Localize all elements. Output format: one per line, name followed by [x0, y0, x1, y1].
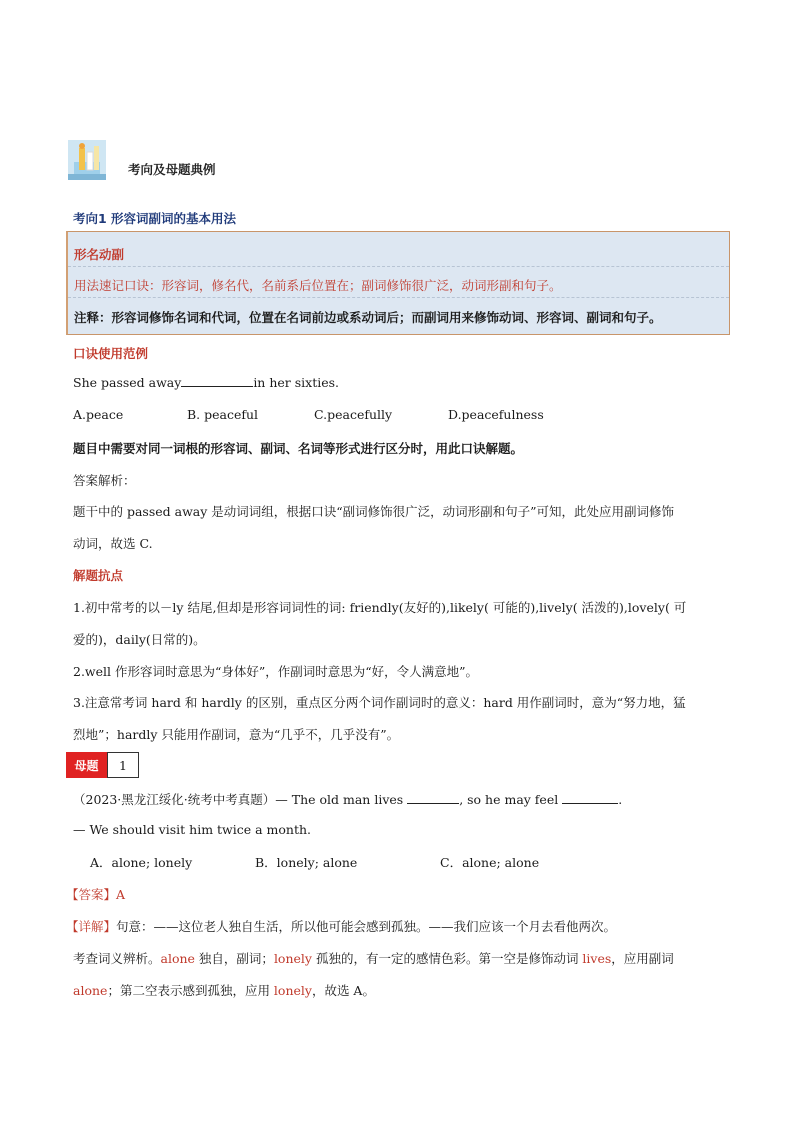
rhyme-label: 用法速记口诀：	[74, 278, 162, 293]
keyword-alone: alone	[160, 951, 195, 966]
pitfall-1-line-1: 1.初中常考的以－ly 结尾,但却是形容词词性的词: friendly(友好的),likely( 可能的),lively( 活泼的),lovely( 可	[73, 600, 687, 615]
mother-question	[73, 790, 622, 808]
mother-question-end: .	[618, 792, 623, 807]
answer-blank	[562, 792, 618, 804]
rule-box-heading: 形名动副	[74, 247, 125, 262]
example-heading: 口诀使用范例	[73, 346, 149, 361]
mother-question-reply: — We should visit him twice a month.	[73, 822, 312, 837]
pitfalls-heading: 解题抗点	[73, 568, 124, 583]
note-label: 注释：	[74, 310, 112, 325]
detail-text: 句意：——这位老人独自生活，所以他可能会感到孤独。——我们应该一个月去看他两次。	[116, 919, 617, 934]
pitfall-2: 2.well 作形容词时意思为“身体好”，作副词时意思为“好，令人满意地”。	[73, 664, 479, 679]
analysis-text: ，故选 A。	[311, 983, 375, 998]
question-text-before: She passed away	[73, 375, 182, 390]
pitfall-1-line-2: 爱的)，daily(日常的)。	[73, 632, 206, 647]
topic-heading: 考向1 形容词副词的基本用法	[73, 211, 237, 226]
answer-line	[66, 885, 125, 903]
detail-line	[66, 917, 616, 935]
example-option-b: B. peaceful	[187, 407, 259, 422]
analysis-line-b	[73, 981, 375, 999]
answer-value: A	[116, 887, 126, 902]
analysis-text: 独自，副词；	[194, 951, 274, 966]
example-option-a: A.peace	[73, 407, 124, 422]
keyword-lonely: lonely	[273, 951, 312, 966]
question-text-after: in her sixties.	[253, 375, 339, 390]
mother-question-prefix: （2023·黑龙江绥化·统考中考真题）— The old man lives	[73, 792, 404, 807]
note-text: 形容词修饰名词和代词，位置在名词前边或系动词后；而副词用来修饰动词、形容词、副词和句子。	[111, 310, 662, 325]
note-line	[74, 308, 662, 326]
analysis-line-a	[73, 949, 674, 967]
analysis-text: 考查词义辨析。	[73, 951, 161, 966]
analysis-line-2: 动词，故选 C.	[73, 536, 153, 551]
example-option-c: C.peacefully	[314, 407, 393, 422]
rhyme-line	[74, 276, 562, 294]
keyword-lonely: lonely	[273, 983, 312, 998]
example-option-d: D.peacefulness	[448, 407, 544, 422]
detail-label: 【详解】	[66, 919, 117, 934]
example-tip: 题目中需要对同一词根的形容词、副词、名词等形式进行区分时，用此口诀解题。	[73, 441, 524, 456]
mother-option-b: B．lonely; alone	[255, 855, 358, 870]
section-logo-image	[68, 140, 106, 180]
divider	[68, 266, 729, 267]
divider	[68, 297, 729, 298]
answer-analysis-label: 答案解析：	[73, 473, 136, 488]
analysis-text: ；第二空表示感到孤独，应用	[107, 983, 274, 998]
pitfall-3-line-1: 3.注意常考词 hard 和 hardly 的区别，重点区分两个词作副词时的意义：hard 用作副词时，意为“努力地，猛	[73, 695, 686, 710]
mother-question-mid: , so he may feel	[459, 792, 559, 807]
answer-label: 【答案】	[66, 887, 117, 902]
mother-question-number: 1	[107, 752, 139, 778]
answer-blank	[407, 792, 459, 804]
analysis-text: 孤独的，有一定的感情色彩。第一空是修饰动词	[311, 951, 583, 966]
keyword-alone: alone	[73, 983, 108, 998]
section-title: 考向及母题典例	[128, 162, 216, 177]
rhyme-text: 形容词，修名代，名前系后位置在；副词修饰很广泛，动词形副和句子。	[161, 278, 562, 293]
mother-option-a: A．alone; lonely	[90, 855, 193, 870]
rule-box	[66, 231, 730, 335]
keyword-lives: lives	[582, 951, 612, 966]
analysis-text: ，应用副词	[611, 951, 674, 966]
example-question	[73, 375, 339, 390]
mother-question-badge: 母题	[66, 752, 107, 778]
analysis-line-1: 题干中的 passed away 是动词词组，根据口诀“副词修饰很广泛，动词形副和句子”可知，此处应用副词修饰	[73, 504, 675, 519]
answer-blank	[181, 375, 253, 387]
mother-option-c: C．alone; alone	[440, 855, 540, 870]
pitfall-3-line-2: 烈地”；hardly 只能用作副词，意为“几乎不，几乎没有”。	[73, 727, 400, 742]
